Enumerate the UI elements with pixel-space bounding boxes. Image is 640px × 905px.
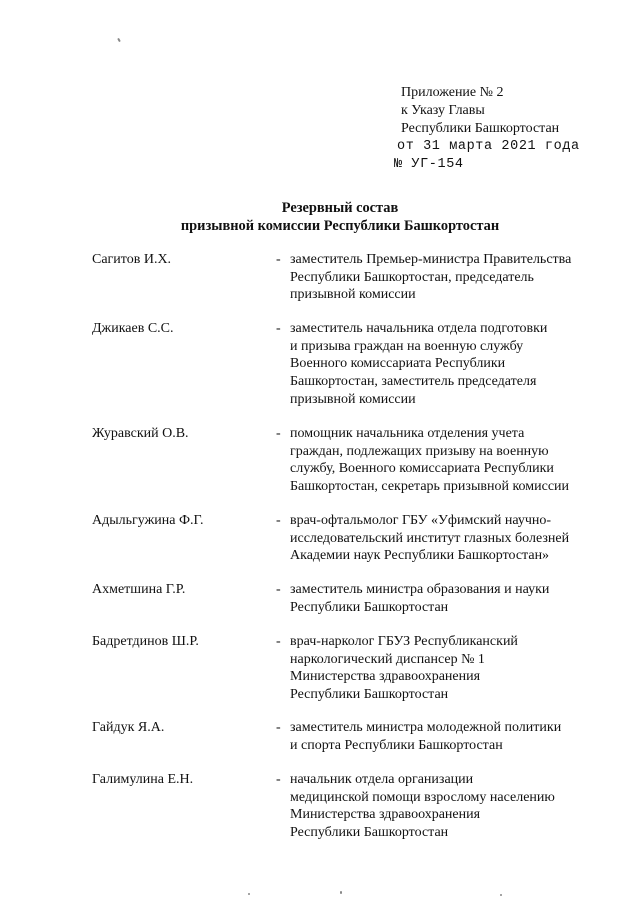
member-role — [290, 719, 610, 754]
role-line: призывной комиссии — [290, 287, 416, 303]
appendix-number: № УГ-154 — [394, 157, 464, 172]
member-role — [290, 771, 610, 842]
member-dash: - — [276, 634, 281, 649]
member-name: Бадретдинов Ш.Р. — [92, 634, 199, 649]
role-line: помощник начальника отделения учета — [290, 426, 525, 441]
role-line: Башкортостан, секретарь призывной комиссии — [290, 479, 570, 495]
role-line: Республики Башкортостан, председатель — [290, 269, 534, 285]
role-line: и призыва граждан на военную службу — [290, 338, 524, 354]
member-dash: - — [276, 720, 281, 735]
title-line: призывной комиссии Республики Башкортостан — [180, 218, 500, 234]
appendix-block — [394, 84, 580, 174]
member-role — [290, 425, 610, 496]
role-line: Академии наук Республики Башкортостан» — [290, 548, 550, 564]
role-line: Республики Башкортостан — [290, 687, 449, 703]
role-line: заместитель министра образования и науки — [290, 582, 550, 597]
role-line: заместитель Премьер-министра Правительства — [290, 252, 572, 267]
document-title — [0, 199, 640, 235]
member-dash: - — [276, 582, 281, 597]
member-name: Ахметшина Г.Р. — [92, 582, 186, 597]
member-dash: - — [276, 513, 281, 528]
role-line: заместитель начальника отдела подготовки — [290, 321, 548, 336]
role-line: Министерства здравоохранения — [290, 807, 481, 823]
role-line: Башкортостан, заместитель председателя — [290, 374, 537, 390]
role-line: наркологический диспансер № 1 — [290, 651, 485, 667]
role-line: призывной комиссии — [290, 391, 416, 407]
title-line: Резервный состав — [281, 200, 399, 216]
role-line: врач-офтальмолог ГБУ «Уфимский научно- — [290, 513, 552, 528]
role-line: заместитель министра молодежной политики — [290, 720, 562, 735]
role-line: Министерства здравоохранения — [290, 669, 481, 685]
member-dash: - — [276, 426, 281, 441]
member-dash: - — [276, 321, 281, 336]
member-role — [290, 512, 610, 565]
member-dash: - — [276, 252, 281, 267]
scan-speck — [248, 893, 250, 895]
role-line: медицинской помощи взрослому населению — [290, 789, 555, 805]
member-name: Галимулина Е.Н. — [92, 772, 194, 787]
member-role — [290, 251, 610, 304]
scan-speck — [117, 38, 121, 42]
appendix-line: к Указу Главы — [401, 103, 485, 118]
role-line: начальник отдела организации — [290, 772, 474, 787]
member-name: Джикаев С.С. — [92, 321, 174, 336]
role-line: врач-нарколог ГБУЗ Республиканский — [290, 634, 518, 649]
scan-speck — [500, 894, 502, 896]
member-name: Адыльгужина Ф.Г. — [92, 513, 204, 528]
appendix-line: Приложение № 2 — [401, 85, 504, 100]
role-line: граждан, подлежащих призыву на военную — [290, 443, 549, 459]
member-role — [290, 633, 610, 704]
role-line: Республики Башкортостан — [290, 599, 449, 615]
role-line: службу, Военного комиссариата Республики — [290, 461, 554, 477]
member-name: Гайдук Я.А. — [92, 720, 165, 735]
member-dash: - — [276, 772, 281, 787]
role-line: Республики Башкортостан — [290, 825, 449, 841]
member-role — [290, 320, 610, 409]
appendix-line: Республики Башкортостан — [401, 121, 560, 136]
member-name: Сагитов И.Х. — [92, 252, 172, 267]
scan-speck — [340, 891, 342, 894]
role-line: и спорта Республики Башкортостан — [290, 737, 503, 753]
member-role — [290, 581, 610, 616]
appendix-date: от 31 марта 2021 года — [397, 139, 580, 154]
role-line: Военного комиссариата Республики — [290, 356, 506, 372]
role-line: исследовательский институт глазных болезней — [290, 530, 570, 546]
member-name: Журавский О.В. — [92, 426, 189, 441]
